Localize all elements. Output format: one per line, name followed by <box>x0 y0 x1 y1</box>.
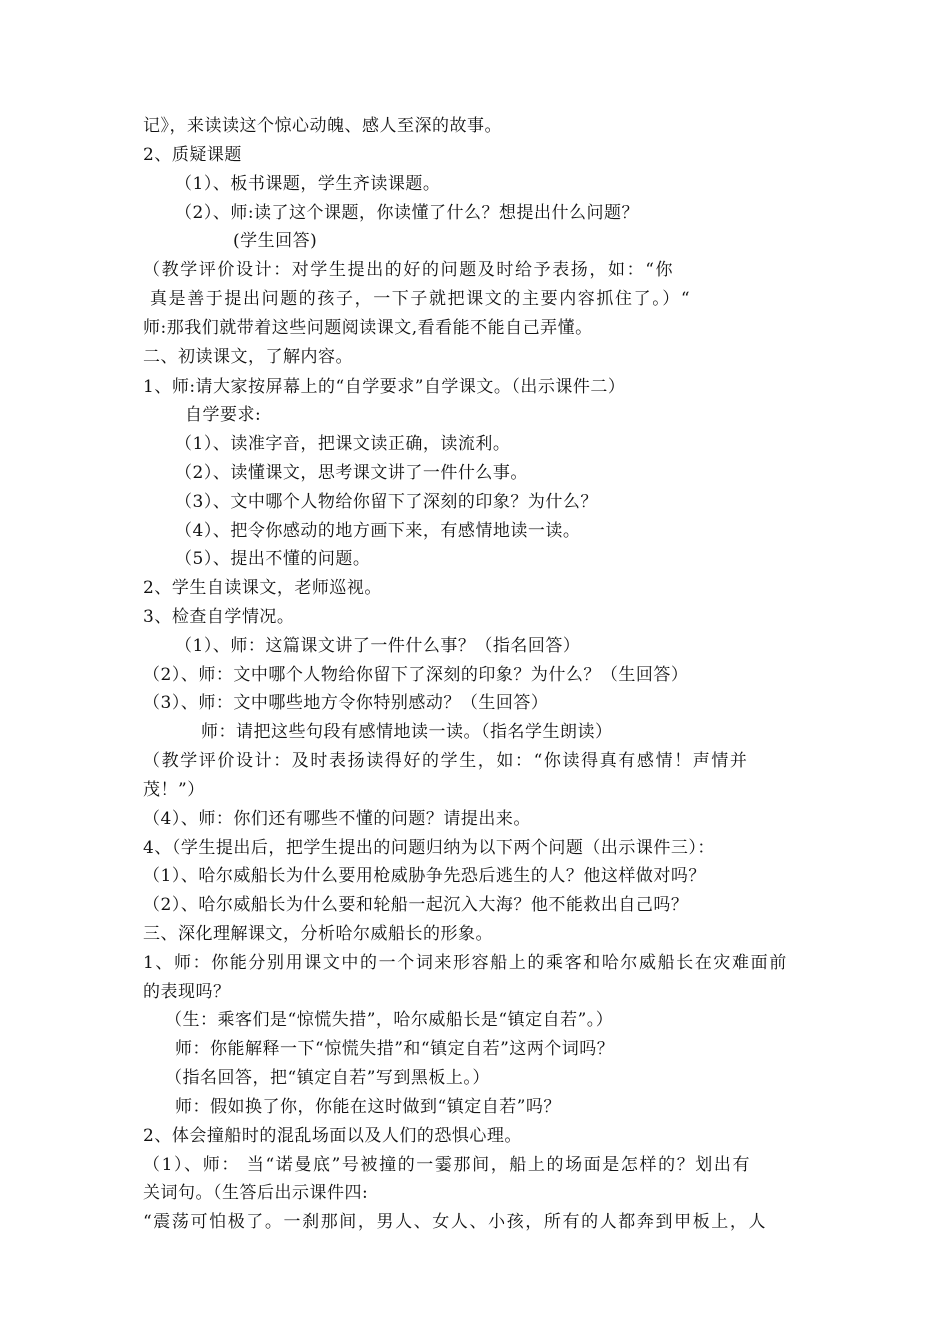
text-line: 师：请把这些句段有感情地读一读。（指名学生朗读） <box>201 722 613 742</box>
text-line: (学生回答) <box>233 231 318 251</box>
text-line: 3、检查自学情况。 <box>143 607 295 627</box>
section-heading: 2、质疑课题 <box>143 145 242 165</box>
text-line: （教学评价设计：对学生提出的好的问题及时给予表扬，如：“你 <box>143 260 675 280</box>
text-line: 1、师：你能分别用课文中的一个词来形容船上的乘客和哈尔威船长在灾难面前 <box>143 953 788 973</box>
text-line: “震荡可怕极了。一刹那间，男人、女人、小孩，所有的人都奔到甲板上，人 <box>143 1212 768 1232</box>
text-line: （2）、读懂课文，思考课文讲了一件什么事。 <box>175 463 528 483</box>
text-line: 关词句。（生答后出示课件四: <box>143 1183 369 1203</box>
text-line: （2）、哈尔威船长为什么要和轮船一起沉入大海？他不能救出自己吗？ <box>143 895 689 915</box>
text-line: （1）、读准字音，把课文读正确，读流利。 <box>175 434 511 454</box>
text-line: （教学评价设计：及时表扬读得好的学生，如：“你读得真有感情！声情并 <box>143 751 749 771</box>
text-line: 的表现吗？ <box>143 982 231 1002</box>
text-line: 师:那我们就带着这些问题阅读课文,看看能不能自己弄懂。 <box>143 318 593 338</box>
text-line: （1）、师： 当“诺曼底”号被撞的一霎那间，船上的场面是怎样的？划出有 <box>143 1155 752 1175</box>
text-line: （2）、师:读了这个课题，你读懂了什么？想提出什么问题？ <box>175 203 640 223</box>
text-line: 茂！”） <box>143 780 205 800</box>
section-heading: 三、深化理解课文，分析哈尔威船长的形象。 <box>143 924 493 944</box>
text-line: 记》，来读读这个惊心动魄、感人至深的故事。 <box>143 116 502 136</box>
text-line: （生：乘客们是“惊慌失措”，哈尔威船长是“镇定自若”。） <box>165 1010 614 1030</box>
text-line: （2）、师：文中哪个人物给你留下了深刻的印象？为什么？（生回答） <box>143 665 689 685</box>
section-heading: 二、初读课文，了解内容。 <box>143 347 353 367</box>
text-line: 1、师:请大家按屏幕上的“自学要求”自学课文。（出示课件二） <box>143 377 626 397</box>
text-line: （1）、哈尔威船长为什么要用枪威胁争先恐后逃生的人？他这样做对吗？ <box>143 866 706 886</box>
text-line: （1）、板书课题，学生齐读课题。 <box>175 174 441 194</box>
text-line: 2、体会撞船时的混乱场面以及人们的恐惧心理。 <box>143 1126 522 1146</box>
text-line: （1）、师：这篇课文讲了一件什么事？（指名回答） <box>175 636 581 656</box>
text-line: （4）、师：你们还有哪些不懂的问题？请提出来。 <box>143 809 531 829</box>
text-line: （3）、师：文中哪些地方令你特别感动？（生回答） <box>143 693 549 713</box>
text-line: 自学要求: <box>185 405 262 425</box>
text-line: 师：假如换了你，你能在这时做到“镇定自若”吗？ <box>175 1097 561 1117</box>
text-line: 真是善于提出问题的孩子，一下子就把课文的主要内容抓住了。）“ <box>150 289 692 309</box>
text-line: （4）、把令你感动的地方画下来，有感情地读一读。 <box>175 521 581 541</box>
text-line: 师：你能解释一下“惊慌失措”和“镇定自若”这两个词吗？ <box>175 1039 615 1059</box>
text-line: （5）、提出不懂的问题。 <box>175 549 371 569</box>
text-line: （3）、文中哪个人物给你留下了深刻的印象？为什么？ <box>175 492 598 512</box>
text-line: （指名回答，把“镇定自若”写到黑板上。） <box>165 1068 490 1088</box>
text-line: 4、（学生提出后，把学生提出的问题归纳为以下两个问题（出示课件三）： <box>143 838 715 858</box>
text-line: 2、学生自读课文，老师巡视。 <box>143 578 382 598</box>
